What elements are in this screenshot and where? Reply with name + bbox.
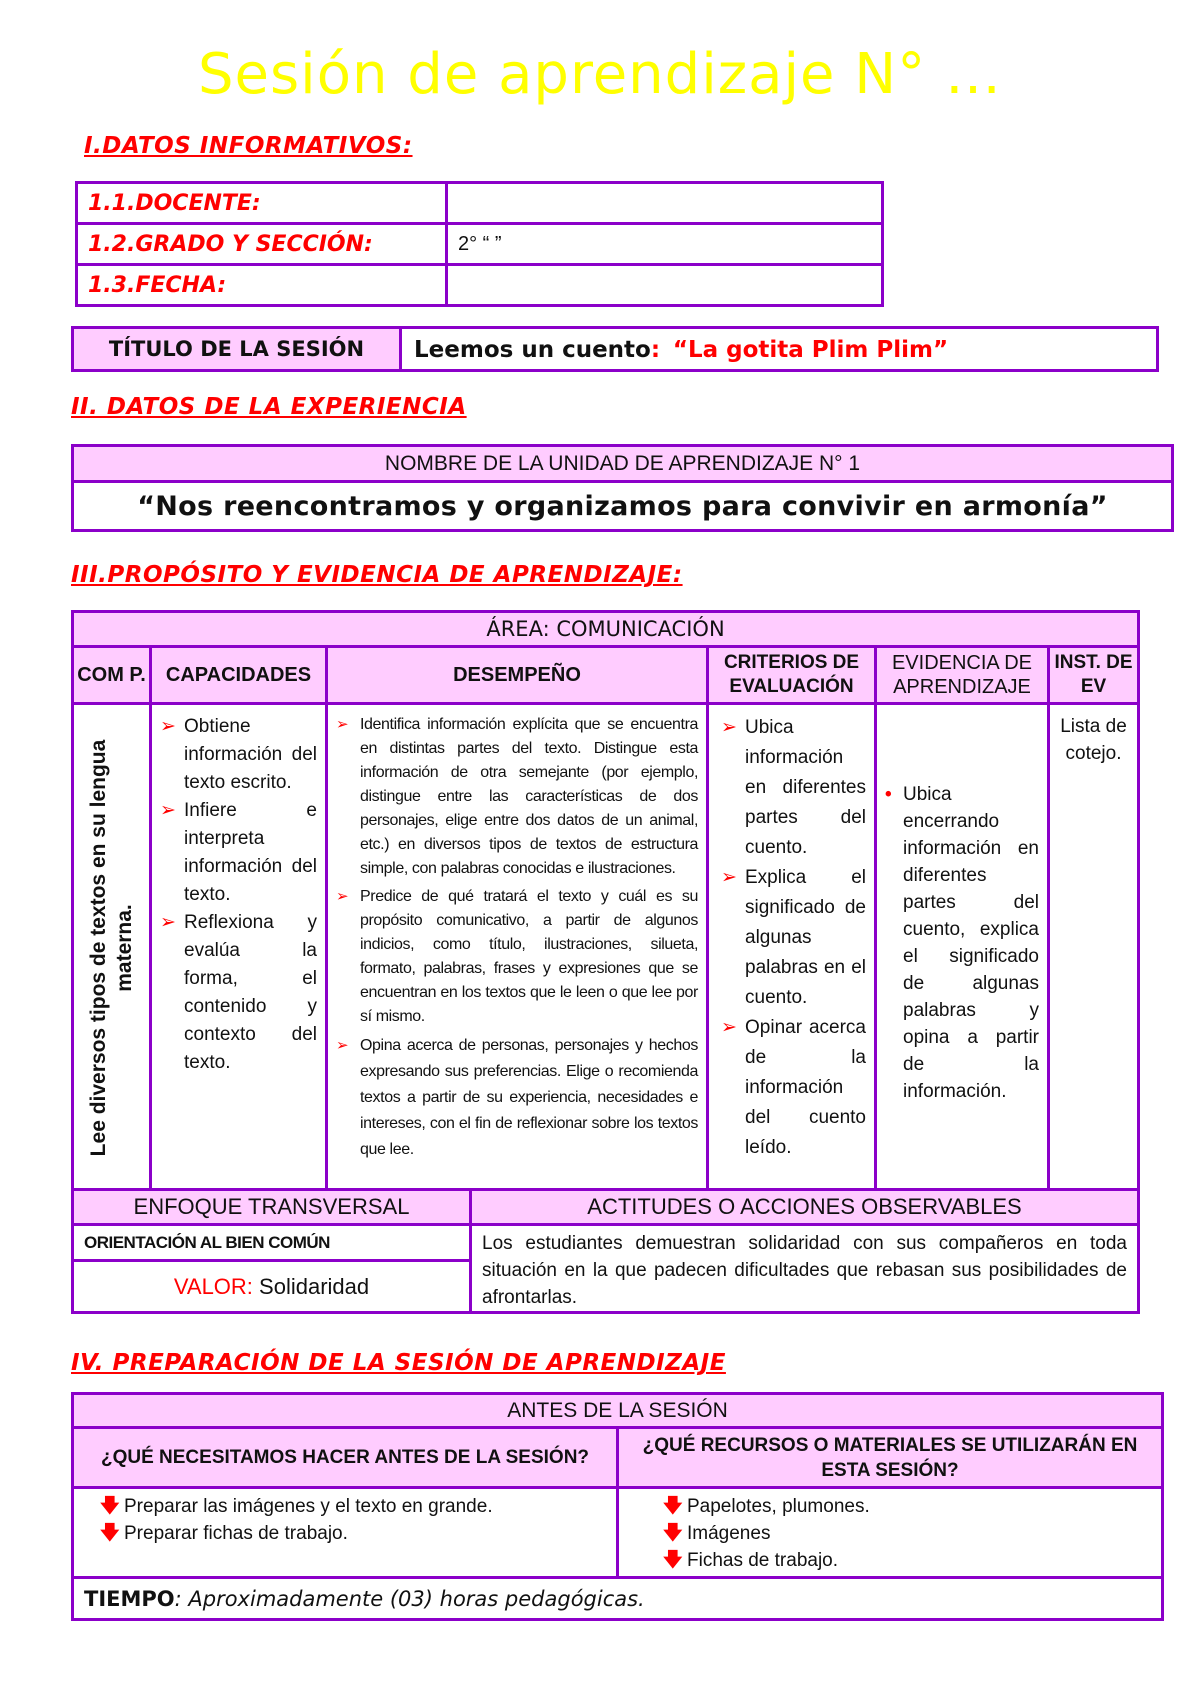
titulo-colon: : bbox=[650, 336, 661, 363]
col-inst: INST. DE EV bbox=[1049, 647, 1139, 704]
proposito-table bbox=[71, 610, 1140, 1193]
unidad-table bbox=[71, 444, 1174, 532]
antes-header: ANTES DE LA SESIÓN bbox=[73, 1394, 1163, 1428]
fecha-value[interactable] bbox=[447, 265, 883, 306]
valor-label: VALOR: bbox=[173, 1273, 253, 1299]
desempeno-item: ➢ Predice de qué tratará el texto y cuál es su propósito comunicativo, a partir de algunos indicios, como título, ilustraciones, silueta, formato, palabras, frases y expresiones que se encuentran en los textos que le leen o que lee por sí mismo. bbox=[334, 885, 698, 1029]
arrow-bullet-icon: ➢ bbox=[336, 716, 349, 733]
competencia-text: Lee diversos tipos de textos en su lengua materna. bbox=[86, 739, 136, 1156]
page-title: Sesión de aprendizaje N° … bbox=[197, 42, 1002, 107]
arrow-down-icon: 🡇 bbox=[100, 1523, 120, 1544]
capacidad-item: ➢ Reflexiona y evalúa la forma, el contenido y contexto del texto. bbox=[158, 909, 317, 1077]
arrow-down-icon: 🡇 bbox=[663, 1496, 683, 1517]
docente-label: 1.1.DOCENTE: bbox=[88, 190, 261, 216]
section-heading-datos-experiencia: II. DATOS DE LA EXPERIENCIA bbox=[71, 394, 467, 420]
actitudes-header: ACTITUDES O ACCIONES OBSERVABLES bbox=[471, 1190, 1139, 1225]
arrow-bullet-icon: ➢ bbox=[721, 867, 737, 888]
arrow-bullet-icon: ➢ bbox=[336, 1037, 349, 1054]
arrow-down-icon: 🡇 bbox=[663, 1523, 683, 1544]
grado-value[interactable]: 2° “ ” bbox=[447, 224, 883, 265]
arrow-bullet-icon: ➢ bbox=[721, 717, 737, 738]
actitudes-text: Los estudiantes demuestran solidaridad con sus compañeros en toda situación en la que padecen dificultades que rebasan sus posibilidades de afrontarlas. bbox=[471, 1225, 1139, 1313]
grado-label: 1.2.GRADO Y SECCIÓN: bbox=[88, 231, 373, 257]
col-comp: COM P. bbox=[73, 647, 151, 704]
col-desempeno: DESEMPEÑO bbox=[327, 647, 708, 704]
evidencia-item: • Ubica encerrando información en diferentes partes del cuento, explica el significado de algunas palabras y opina a partir de la información. bbox=[885, 781, 1039, 1105]
arrow-bullet-icon: ➢ bbox=[160, 716, 176, 737]
datos-informativos-table bbox=[75, 181, 884, 307]
capacidad-item: ➢ Infiere e interpreta información del texto. bbox=[158, 797, 317, 909]
arrow-bullet-icon: ➢ bbox=[721, 1017, 737, 1038]
arrow-bullet-icon: ➢ bbox=[160, 800, 176, 821]
criterios-list bbox=[715, 713, 866, 1163]
section-heading-proposito: III.PROPÓSITO Y EVIDENCIA DE APRENDIZAJE: bbox=[71, 562, 683, 588]
criterio-item: ➢ Explica el significado de algunas palabras en el cuento. bbox=[719, 863, 866, 1013]
desempenos-list bbox=[334, 713, 698, 1163]
desempeno-item: ➢ Identifica información explícita que se encuentra en distintas partes del texto. Distingue esta información de otra semejante (por ejemplo, distingue entre las características de dos personajes, elige entre dos datos de un animal, etc.) en diversos tipos de textos de estructura simple, con palabras conocidas e ilustraciones. bbox=[334, 713, 698, 881]
recursos-list bbox=[661, 1493, 1161, 1574]
arrow-down-icon: 🡇 bbox=[100, 1496, 120, 1517]
valor-value: Solidaridad bbox=[259, 1273, 370, 1299]
criterio-item: ➢ Ubica información en diferentes partes del cuento. bbox=[719, 713, 866, 863]
list-item: 🡇 Fichas de trabajo. bbox=[661, 1547, 1161, 1574]
desempeno-item: ➢ Opina acerca de personas, personajes y hechos expresando sus preferencias. Elige o recomienda textos a partir de su experiencia, necesidades e intereses, con el fin de reflexionar sobre los textos que lee. bbox=[334, 1033, 698, 1163]
list-item: 🡇 Preparar las imágenes y el texto en grande. bbox=[98, 1493, 616, 1520]
q-necesitamos: ¿QUÉ NECESITAMOS HACER ANTES DE LA SESIÓN? bbox=[73, 1428, 618, 1488]
tiempo-value: : Aproximadamente (03) horas pedagógicas. bbox=[174, 1586, 645, 1611]
arrow-down-icon: 🡇 bbox=[663, 1550, 683, 1571]
necesitamos-list bbox=[98, 1493, 616, 1547]
area-header: ÁREA: COMUNICACIÓN bbox=[73, 612, 1139, 647]
col-criterios: CRITERIOS DE EVALUACIÓN bbox=[708, 647, 876, 704]
col-capacidades: CAPACIDADES bbox=[151, 647, 327, 704]
titulo-sesion-label: TÍTULO DE LA SESIÓN bbox=[108, 336, 365, 361]
list-item: 🡇 Imágenes bbox=[661, 1520, 1161, 1547]
list-item: 🡇 Preparar fichas de trabajo. bbox=[98, 1520, 616, 1547]
enfoque-table bbox=[71, 1188, 1140, 1314]
tiempo-label: TIEMPO bbox=[84, 1586, 175, 1611]
enfoque-header: ENFOQUE TRANSVERSAL bbox=[73, 1190, 471, 1225]
preparacion-table bbox=[71, 1392, 1164, 1621]
docente-value[interactable] bbox=[447, 183, 883, 224]
unidad-nombre: “Nos reencontramos y organizamos para convivir en armonía” bbox=[73, 482, 1173, 531]
titulo-cuento: “La gotita Plim Plim” bbox=[672, 336, 949, 363]
arrow-bullet-icon: ➢ bbox=[160, 912, 176, 933]
dot-bullet-icon: • bbox=[885, 784, 892, 805]
list-item: 🡇 Papelotes, plumones. bbox=[661, 1493, 1161, 1520]
capacidad-item: ➢ Obtiene información del texto escrito. bbox=[158, 713, 317, 797]
section-heading-datos-informativos: I.DATOS INFORMATIVOS: bbox=[84, 133, 413, 159]
titulo-prefix: Leemos un cuento bbox=[414, 336, 651, 363]
titulo-sesion-table bbox=[71, 326, 1159, 372]
instrumento-text: Lista de cotejo. bbox=[1049, 704, 1139, 1192]
unidad-header: NOMBRE DE LA UNIDAD DE APRENDIZAJE N° 1 bbox=[73, 446, 1173, 482]
section-heading-preparacion: IV. PREPARACIÓN DE LA SESIÓN DE APRENDIZAJE bbox=[71, 1350, 726, 1376]
orientacion-text: ORIENTACIÓN AL BIEN COMÚN bbox=[73, 1225, 471, 1261]
col-evidencia: EVIDENCIA DE APRENDIZAJE bbox=[876, 647, 1049, 704]
capacidades-list bbox=[158, 713, 317, 1077]
q-recursos: ¿QUÉ RECURSOS O MATERIALES SE UTILIZARÁN EN ESTA SESIÓN? bbox=[618, 1428, 1163, 1488]
evidencia-list bbox=[885, 781, 1039, 1105]
fecha-label: 1.3.FECHA: bbox=[88, 272, 227, 298]
arrow-bullet-icon: ➢ bbox=[336, 888, 349, 905]
criterio-item: ➢ Opinar acerca de la información del cuento leído. bbox=[719, 1013, 866, 1163]
